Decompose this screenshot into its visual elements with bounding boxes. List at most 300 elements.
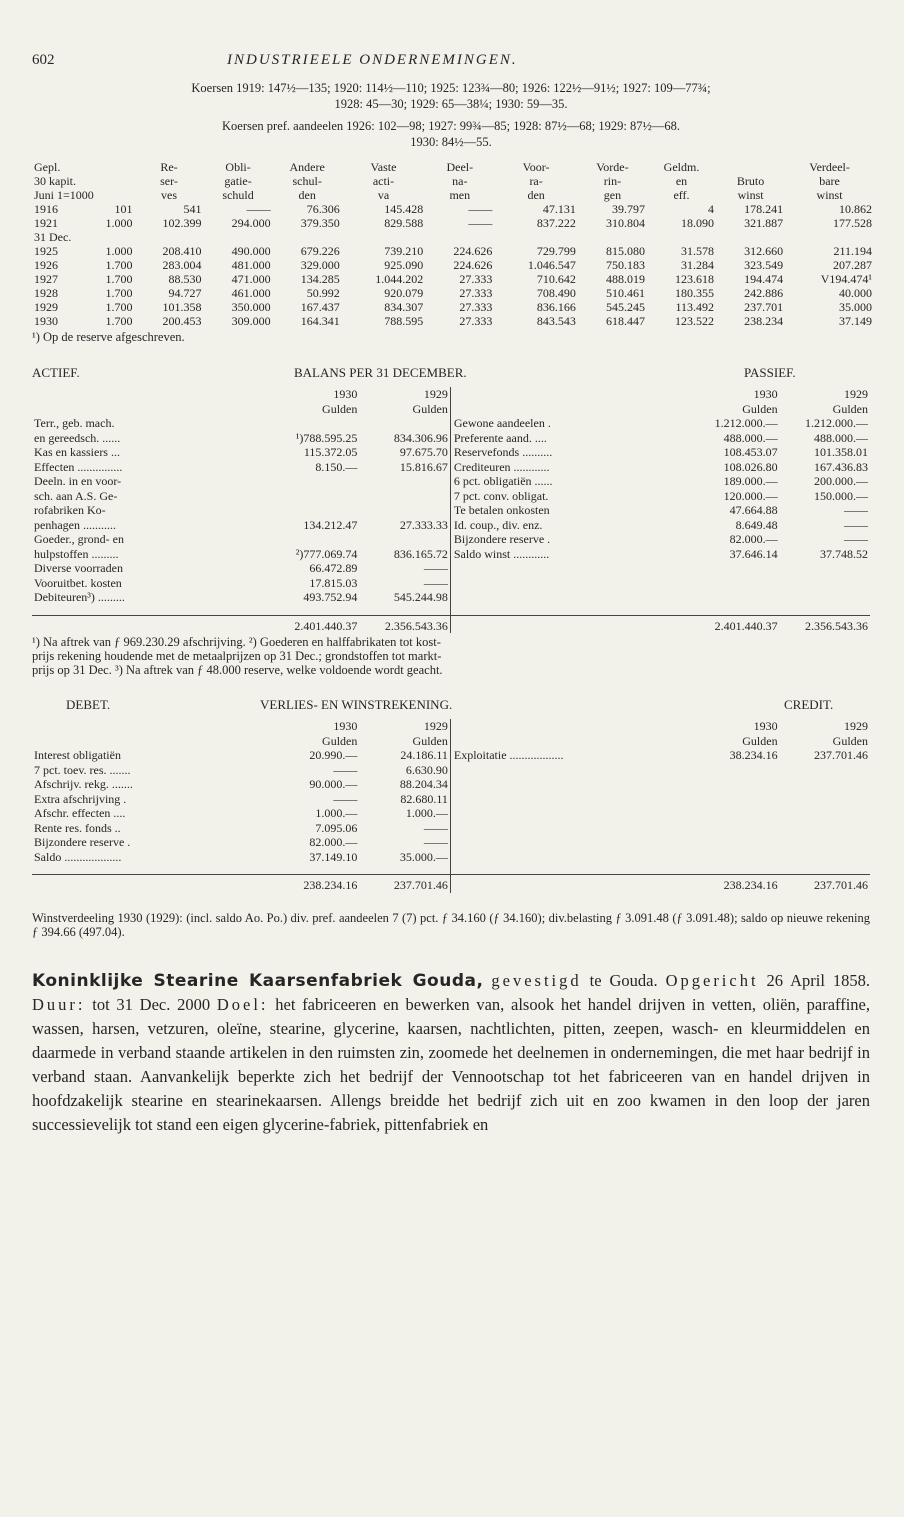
stats-cell: 237.701 [744, 300, 784, 314]
right-value-1930: 108.026.80 [723, 459, 778, 474]
left-value-1929: 1.000.— [405, 806, 448, 820]
spacer-cell [359, 864, 450, 875]
total-right-1930: 2.401.440.37 [689, 615, 779, 633]
left-item-label: en gereedsch. ...... [34, 430, 121, 445]
stats-cell: 1.044.202 [375, 272, 424, 286]
left-item-label: penhagen ........... [34, 517, 116, 532]
stats-cell: 510.461 [605, 286, 645, 300]
stats-header-cell: schul- [292, 174, 322, 188]
right-value-1929 [780, 792, 870, 807]
right-value-1929 [780, 850, 870, 865]
stats-cell: 323.549 [744, 258, 784, 272]
stats-cell: 242.886 [744, 286, 784, 300]
balans-footnote: prijs rekening houdende met de metaalprijzen op 31 Dec.; grondstoffen tot markt- [32, 649, 442, 663]
stats-header-cell: Re- [160, 160, 178, 174]
left-value-1930: 1.000.— [315, 806, 358, 820]
stats-row [32, 300, 874, 314]
stats-header-row [32, 160, 874, 174]
left-value-1930 [269, 532, 359, 547]
left-value-1930: —— [333, 791, 358, 806]
right-item-label: 6 pct. obligatiën ...... [450, 474, 689, 489]
right-value-1929 [780, 763, 870, 778]
stats-cell: 329.000 [300, 258, 340, 272]
spacer-cell [450, 615, 689, 633]
spacer-cell [780, 864, 870, 875]
stats-header-cell: ser- [160, 174, 178, 188]
stats-cell: 200.453 [162, 314, 202, 328]
spacer-cell [32, 734, 269, 749]
left-value-1929: 82.680.11 [400, 791, 448, 806]
left-value-1929 [359, 532, 450, 547]
right-item-label [450, 850, 689, 865]
left-value-1930: 90.000.— [309, 777, 358, 791]
balans-footnotes [32, 635, 870, 677]
left-value-1929 [359, 503, 450, 518]
stats-row [32, 244, 874, 258]
balans-row [32, 590, 870, 605]
stats-cell: 618.447 [605, 314, 645, 328]
right-item-label: Preferente aand. .... [450, 431, 689, 446]
debet-label: DEBET. [66, 697, 111, 712]
right-value-1929: 1.212.000.— [805, 416, 868, 430]
stats-cell: 843.543 [536, 314, 576, 328]
left-item-label: Bijzondere reserve . [34, 835, 131, 849]
spacer-cell [32, 615, 269, 633]
spacer-row [32, 605, 870, 616]
spacer-cell [32, 875, 269, 893]
stats-header-cell: bare [819, 174, 840, 188]
right-value-1930 [689, 792, 779, 807]
verlies-row [32, 748, 870, 763]
unit-label: Gulden [322, 401, 358, 416]
total-left-1929: 2.356.543.36 [359, 615, 450, 633]
right-item-label [450, 835, 689, 850]
left-item-label: hulpstoffen ......... [34, 546, 119, 561]
total-left-1929: 237.701.46 [359, 875, 450, 893]
doel-label: Doel: [216, 994, 269, 1014]
right-value-1929 [780, 590, 870, 605]
stats-header-cell: winst [816, 188, 843, 202]
balans-row [32, 503, 870, 518]
stats-cell: 123.522 [675, 314, 715, 328]
stats-header-cell: Vorde- [596, 160, 629, 174]
stats-cell: 1.700 [105, 314, 133, 328]
verlies-totals-row [32, 875, 870, 893]
stats-cell: 47.131 [542, 202, 576, 216]
left-value-1930: 7.095.06 [315, 820, 358, 835]
left-item-label: Terr., geb. mach. [34, 416, 115, 430]
balans-unit-row [32, 402, 870, 417]
stats-cell: 134.285 [300, 272, 340, 286]
balans-row [32, 561, 870, 576]
total-right-1929: 237.701.46 [780, 875, 870, 893]
right-item-label [450, 806, 689, 821]
spacer-cell [450, 734, 689, 749]
stats-cell: 310.804 [605, 216, 645, 230]
balans-row [32, 460, 870, 475]
year-label: 1930 [333, 719, 358, 733]
stats-header-cell: na- [452, 174, 468, 188]
right-item-label: Saldo winst ............ [450, 547, 689, 562]
balans-table [32, 387, 870, 633]
right-value-1930: 488.000.— [723, 430, 778, 445]
right-item-label: Exploitatie .................. [450, 748, 689, 763]
right-item-label [450, 821, 689, 836]
stats-cell: 4 [708, 202, 715, 216]
balans-totals-row [32, 615, 870, 633]
balans-row [32, 518, 870, 533]
stats-cell: 224.626 [453, 244, 493, 258]
stats-cell: 729.799 [536, 244, 576, 258]
stats-cell: 167.437 [300, 300, 340, 314]
koersen-line: 1928: 45—30; 1929: 65—38¼; 1930: 59—35. [334, 97, 568, 111]
right-value-1930: 38.234.16 [729, 748, 778, 762]
left-item-label: Vooruitbet. kosten [34, 575, 122, 590]
stats-year: 1927 [34, 272, 58, 286]
left-value-1929: 88.204.34 [399, 777, 448, 791]
document-page [32, 52, 870, 1137]
stats-cell: 101.358 [162, 300, 202, 314]
spacer-row [32, 864, 870, 875]
stats-cell: 194.474 [744, 272, 784, 286]
year-label: 1929 [423, 387, 448, 401]
stats-cell: 490.000 [231, 244, 271, 258]
stats-cell: 1.700 [105, 300, 133, 314]
winstverdeeling-paragraph: Winstverdeeling 1930 (1929): (incl. saldo Ao. Po.) div. pref. aandeelen 7 (7) pct. ƒ 34.160 (ƒ 34.160); div.belasting ƒ 3.091.48 (ƒ 3.091.48); saldo op nieuwe rekening ƒ 394.66 (497.04). [32, 910, 870, 939]
stats-cell: 40.000 [839, 286, 872, 300]
stats-cell: 37.149 [839, 314, 872, 328]
balans-row [32, 416, 870, 431]
stats-cell: 27.333 [459, 314, 493, 328]
verlies-winst-table [32, 719, 870, 893]
running-header [32, 52, 870, 78]
right-value-1929: 101.358.01 [814, 445, 868, 459]
balans-title: BALANS PER 31 DECEMBER. [294, 365, 467, 380]
year-label: 1929 [844, 719, 868, 733]
left-value-1930: 20.990.— [309, 748, 358, 762]
year-label: 1930 [753, 719, 778, 733]
right-value-1929: —— [844, 503, 868, 517]
spacer-cell [450, 864, 689, 875]
year-label: 1930 [753, 387, 778, 401]
stats-cell: V194.474¹ [820, 272, 872, 286]
stats-header-cell: acti- [372, 174, 395, 188]
left-value-1930: 115.372.05 [303, 445, 358, 459]
stats-cell: 739.210 [384, 244, 424, 258]
unit-label: Gulden [412, 401, 448, 416]
stats-header-cell: ra- [529, 174, 543, 188]
right-value-1929: 167.436.83 [814, 459, 868, 474]
stats-cell: 18.090 [681, 216, 715, 230]
left-value-1929: 27.333.33 [399, 517, 448, 532]
stats-cell: 101 [114, 202, 133, 216]
left-item-label: Debiteuren³) ......... [34, 590, 125, 604]
left-item-label: Diverse voorraden [34, 561, 123, 575]
left-value-1929: 24.186.11 [400, 748, 448, 762]
verlies-row [32, 792, 870, 807]
stats-header-cell: eff. [673, 188, 690, 202]
unit-label: Gulden [832, 401, 868, 416]
koersen-pref-line: 1930: 84½—55. [410, 135, 492, 149]
right-value-1929: 150.000.— [814, 488, 868, 503]
stats-row [32, 314, 874, 328]
stats-header-cell: ves [161, 188, 177, 202]
stats-header-cell: winst [737, 188, 764, 202]
unit-label: Gulden [742, 733, 778, 748]
stats-header-cell [716, 160, 785, 174]
stats-cell: 788.595 [384, 314, 424, 328]
stats-header-cell: Juni 1=1000 [34, 188, 94, 202]
stats-cell: 350.000 [231, 300, 271, 314]
spacer-cell [689, 605, 779, 616]
stats-cell: 545.245 [605, 300, 645, 314]
left-value-1929: 545.244.98 [393, 590, 448, 604]
stats-cell: 679.226 [300, 244, 340, 258]
right-value-1929 [780, 821, 870, 836]
spacer-cell [32, 387, 269, 402]
spacer-cell [450, 605, 689, 616]
stats-cell: 145.428 [384, 202, 424, 216]
stats-header-cell: Voor- [522, 160, 550, 174]
stats-cell: 708.490 [536, 286, 576, 300]
left-value-1930 [269, 503, 359, 518]
stats-cell: 283.004 [162, 258, 202, 272]
balans-heading [32, 365, 870, 383]
stats-cell: 481.000 [231, 258, 271, 272]
right-value-1930 [689, 777, 779, 792]
left-value-1930: 66.472.89 [309, 561, 358, 575]
right-value-1930 [689, 835, 779, 850]
stats-header-cell: Obli- [225, 160, 251, 174]
verlies-row [32, 763, 870, 778]
stats-header-cell: 30 kapit. [34, 174, 76, 188]
right-item-label [450, 792, 689, 807]
stats-header-cell: va [377, 188, 390, 202]
doel-text: het fabriceeren en bewerken van, alsook het handel drijven in vetten, oliën, paraffine, wassen, harsen, vetzuren, oleïne, stearine, glycerine, kaarsen, nachtlichten, pitten, zeepen, wasch- en kleurmiddelen en daarmede in verband staande artikelen in den ruimsten zin, zoomede het deelnemen in ondernemingen, die met haar bedrijf in verband staan. Aanvankelijk beperkte zich het bedrijf der Vennootschap tot het fabriceeren van en handel drijven in hoofdzakelijk stearine en stearinekaarsen. Allengs breidde het bedrijf zich uit en zoo kwamen in den loop der jaren successievelijk tot stand een eigen glycerine-fabriek, pittenfabriek en [32, 994, 870, 1134]
left-value-1929: 97.675.70 [399, 445, 448, 459]
duur-value: tot 31 Dec. 2000 [92, 994, 211, 1014]
left-value-1929: 15.816.67 [399, 459, 448, 474]
stats-cell: 238.234 [744, 314, 784, 328]
stats-cell: 1.000 [105, 216, 133, 230]
left-value-1929: 35.000.— [399, 849, 448, 864]
left-item-label: Extra afschrijving . [34, 791, 127, 806]
balans-year-row [32, 387, 870, 402]
total-left-1930: 238.234.16 [269, 875, 359, 893]
stats-header-cell: men [449, 188, 471, 202]
gevestigd-label: gevestigd [491, 970, 582, 990]
left-value-1930: 134.212.47 [303, 517, 358, 532]
stats-cell: 224.626 [453, 258, 493, 272]
stats-cell: 27.333 [459, 300, 493, 314]
stats-cell: 39.797 [611, 202, 645, 216]
verlies-row [32, 821, 870, 836]
stats-cell: —— [468, 202, 493, 216]
stats-row [32, 272, 874, 286]
stats-cell: 920.079 [384, 286, 424, 300]
right-item-label [450, 576, 689, 591]
balans-row [32, 445, 870, 460]
stats-cell: 925.090 [384, 258, 424, 272]
stats-cell: —— [246, 202, 271, 216]
opgericht-label: Opgericht [665, 970, 759, 990]
stats-header-cell: Bruto [736, 174, 765, 188]
left-value-1929: —— [423, 835, 448, 849]
left-value-1929 [359, 474, 450, 489]
right-item-label: Crediteuren ............ [450, 460, 689, 475]
stats-cell: 31.578 [681, 244, 715, 258]
stats-cell: 1.700 [105, 258, 133, 272]
stats-header-row [32, 188, 874, 202]
balans-footnote: ¹) Na aftrek van ƒ 969.230.29 afschrijving. ²) Goederen en halffabrikaten tot kost- [32, 635, 441, 649]
balans-row [32, 576, 870, 591]
left-item-label: sch. aan A.S. Ge- [34, 488, 118, 503]
stats-cell: 834.307 [384, 300, 424, 314]
balans-row [32, 431, 870, 446]
running-title: INDUSTRIEELE ONDERNEMINGEN. [227, 52, 518, 68]
right-value-1929: 37.748.52 [820, 546, 868, 561]
balans-row [32, 547, 870, 562]
left-item-label: Interest obligatiën [34, 748, 121, 762]
stats-cell: 836.166 [536, 300, 576, 314]
stats-year: 1925 [34, 244, 58, 258]
left-value-1930: 493.752.94 [303, 590, 358, 604]
stats-cell: 31.284 [681, 258, 715, 272]
right-value-1929 [780, 835, 870, 850]
right-value-1929: 488.000.— [814, 430, 868, 445]
stats-header-cell: schuld [222, 188, 254, 202]
left-value-1929: 6.630.90 [405, 762, 448, 777]
stats-year: 1929 [34, 300, 58, 314]
spacer-cell [269, 864, 359, 875]
left-item-label: Saldo ................... [34, 849, 122, 864]
spacer-cell [689, 864, 779, 875]
stats-header-cell: gatie- [224, 174, 252, 188]
credit-label: CREDIT. [784, 697, 834, 712]
balans-row [32, 532, 870, 547]
unit-label: Gulden [322, 733, 358, 748]
right-item-label [450, 561, 689, 576]
stats-cell: 50.992 [306, 286, 340, 300]
stats-cell: 113.492 [675, 300, 715, 314]
actief-label: ACTIEF. [32, 365, 80, 380]
left-value-1930 [269, 416, 359, 431]
right-value-1930: 37.646.14 [729, 546, 778, 561]
stats-cell: 27.333 [459, 286, 493, 300]
left-value-1930 [269, 474, 359, 489]
year-label: 1929 [423, 719, 448, 733]
unit-label: Gulden [742, 401, 778, 416]
stats-cell: 541 [183, 202, 202, 216]
duur-label: Duur: [32, 994, 86, 1014]
right-value-1929 [780, 777, 870, 792]
right-value-1929 [780, 561, 870, 576]
spacer-cell [450, 402, 689, 417]
left-item-label: Afschr. effecten .... [34, 806, 126, 820]
stats-row [32, 202, 874, 216]
stats-row [32, 286, 874, 300]
verlies-year-row [32, 719, 870, 734]
spacer-cell [450, 387, 689, 402]
left-value-1930: 82.000.— [309, 835, 358, 849]
left-item-label: 7 pct. toev. res. ....... [34, 762, 131, 777]
right-value-1930: 189.000.— [723, 474, 778, 488]
right-item-label: Bijzondere reserve . [450, 532, 689, 547]
total-left-1930: 2.401.440.37 [269, 615, 359, 633]
left-item-label: Deeln. in en voor- [34, 474, 122, 488]
stats-cell: —— [468, 216, 493, 230]
stats-cell: 27.333 [459, 272, 493, 286]
left-item-label: Effecten ............... [34, 459, 123, 474]
left-item-label: Goeder., grond- en [34, 532, 124, 546]
spacer-cell [359, 605, 450, 616]
left-item-label: Rente res. fonds .. [34, 820, 121, 835]
stats-cell: 837.222 [536, 216, 576, 230]
right-item-label: Te betalen onkosten [450, 503, 689, 518]
stats-cell: 829.588 [384, 216, 424, 230]
right-value-1929: 200.000.— [814, 474, 868, 488]
left-value-1930: 37.149.10 [309, 849, 358, 864]
left-item-label: rofabriken Ko- [34, 503, 106, 517]
stats-header-cell: rin- [603, 174, 622, 188]
stats-cell: 461.000 [231, 286, 271, 300]
year-label: 1929 [844, 387, 868, 401]
stats-header-cell: en [675, 174, 688, 188]
stats-cell: 488.019 [605, 272, 645, 286]
stats-cell: 76.306 [306, 202, 340, 216]
stats-year: 1926 [34, 258, 58, 272]
stats-cell: 178.241 [744, 202, 784, 216]
right-item-label [450, 590, 689, 605]
right-value-1929: —— [844, 517, 868, 532]
left-value-1930: 17.815.03 [309, 575, 358, 590]
stats-cell: 710.642 [536, 272, 576, 286]
right-item-label: Gewone aandeelen . [450, 416, 689, 431]
right-value-1930 [689, 763, 779, 778]
left-value-1929: —— [423, 820, 448, 835]
right-value-1930: 82.000.— [729, 532, 778, 546]
verlies-unit-row [32, 734, 870, 749]
stats-cell: 208.410 [162, 244, 202, 258]
stats-year: 1916 [34, 202, 58, 216]
stats-header-cell: Vaste [370, 160, 397, 174]
stats-cell: 35.000 [839, 300, 872, 314]
stats-dec-label: 31 Dec. [34, 230, 72, 244]
stats-row [32, 258, 874, 272]
left-value-1929 [359, 416, 450, 431]
stats-cell: 1.000 [105, 244, 133, 258]
stats-cell: 10.862 [839, 202, 872, 216]
left-value-1929: 836.165.72 [393, 546, 448, 561]
right-value-1930: 47.664.88 [729, 503, 778, 517]
statistics-footnote: ¹) Op de reserve afgeschreven. [32, 330, 185, 344]
spacer-cell [269, 605, 359, 616]
right-value-1930: 108.453.07 [723, 445, 778, 459]
passief-label: PASSIEF. [744, 365, 796, 380]
left-value-1930: —— [333, 762, 358, 777]
stats-cell: 750.183 [605, 258, 645, 272]
verlies-title: VERLIES- EN WINSTREKENING. [260, 697, 453, 712]
right-value-1929 [780, 576, 870, 591]
stats-year: 1930 [34, 314, 58, 328]
stats-cell: 164.341 [300, 314, 340, 328]
stats-cell: 309.000 [231, 314, 271, 328]
verlies-row [32, 850, 870, 865]
opgericht-value: 26 April 1858. [766, 970, 871, 990]
left-value-1930: ²)777.069.74 [295, 546, 358, 561]
right-item-label [450, 777, 689, 792]
stats-cell: 102.399 [162, 216, 202, 230]
